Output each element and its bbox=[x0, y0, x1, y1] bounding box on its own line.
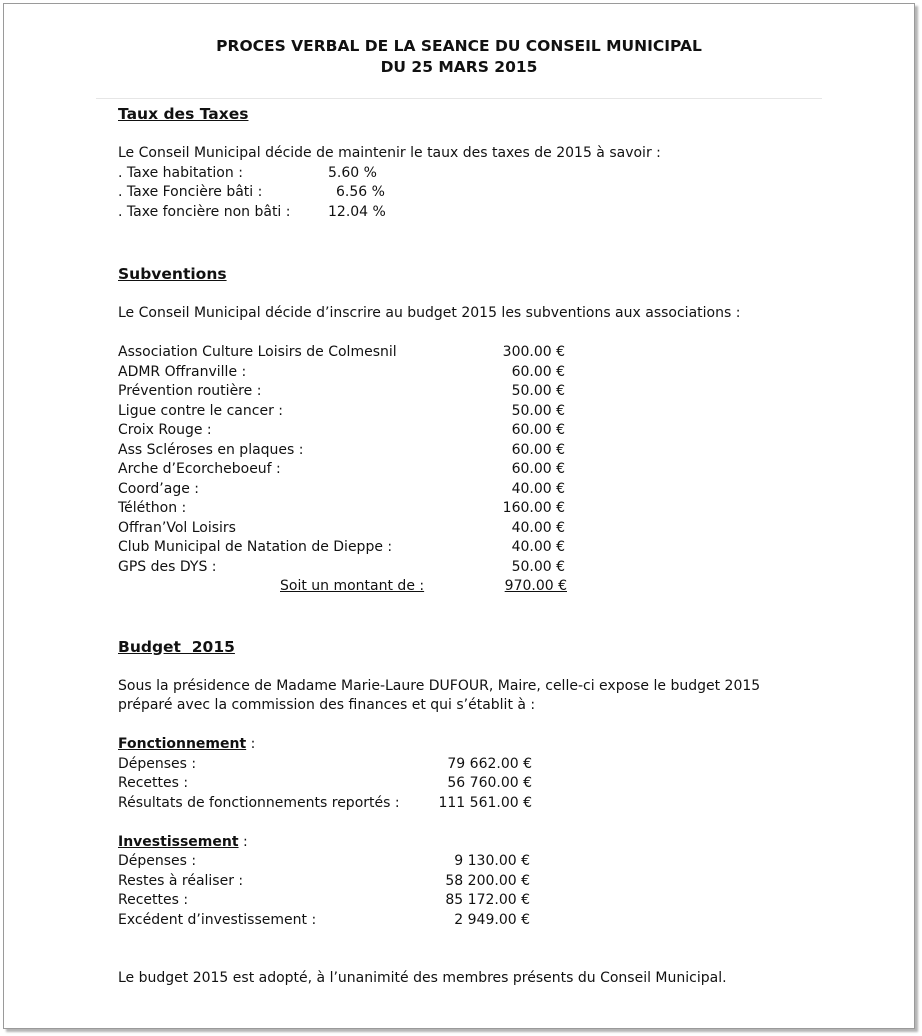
budget-label: Résultats de fonctionnements reportés : bbox=[118, 794, 400, 811]
subvention-row bbox=[118, 480, 818, 500]
document-body bbox=[118, 105, 818, 989]
subvention-label: Association Culture Loisirs de Colmesnil bbox=[118, 344, 397, 360]
budget-amount: 2 949.00 € bbox=[454, 911, 530, 928]
section-budget bbox=[118, 638, 818, 989]
budget-row bbox=[118, 872, 818, 892]
subvention-amount: 50.00 € bbox=[511, 558, 565, 575]
subvention-label: GPS des DYS : bbox=[118, 558, 217, 575]
document-header bbox=[4, 36, 914, 78]
investissement-heading bbox=[118, 833, 818, 853]
fonctionnement-heading bbox=[118, 735, 818, 755]
document-page bbox=[3, 3, 915, 1029]
tax-row bbox=[118, 164, 818, 184]
subvention-row bbox=[118, 402, 818, 422]
subvention-amount: 160.00 € bbox=[502, 500, 565, 516]
header-title-line2: DU 25 MARS 2015 bbox=[380, 58, 538, 76]
budget-amount: 9 130.00 € bbox=[454, 853, 530, 869]
subvention-row bbox=[118, 499, 818, 519]
tax-row bbox=[118, 203, 818, 223]
investissement-title: Investissement bbox=[118, 833, 239, 850]
tax-value: 5.60 % bbox=[328, 164, 377, 181]
subvention-label: Arche d’Ecorcheboeuf : bbox=[118, 461, 281, 477]
subvention-row bbox=[118, 421, 818, 441]
subvention-amount: 50.00 € bbox=[511, 402, 565, 419]
header-title-line1: PROCES VERBAL DE LA SEANCE DU CONSEIL MUNICIPAL bbox=[216, 37, 702, 55]
budget-amount: 111 561.00 € bbox=[438, 794, 532, 811]
tax-label: . Taxe Foncière bâti : bbox=[118, 184, 263, 200]
budget-row bbox=[118, 891, 818, 911]
subvention-label: Croix Rouge : bbox=[118, 422, 212, 438]
subvention-amount: 60.00 € bbox=[511, 461, 565, 477]
budget-label: Restes à réaliser : bbox=[118, 872, 244, 889]
section-title-subventions: Subventions bbox=[118, 265, 227, 283]
subvention-row bbox=[118, 382, 818, 402]
subvention-amount: 300.00 € bbox=[502, 344, 565, 360]
budget-row bbox=[118, 911, 818, 931]
subvention-row bbox=[118, 460, 818, 480]
subvention-row bbox=[118, 558, 818, 578]
budget-label: Dépenses : bbox=[118, 853, 197, 869]
header-divider bbox=[96, 98, 822, 99]
subvention-amount: 40.00 € bbox=[511, 480, 565, 497]
subvention-label: Offran’Vol Loisirs bbox=[118, 519, 236, 536]
subvention-label: Prévention routière : bbox=[118, 383, 262, 399]
subventions-intro: Le Conseil Municipal décide d’inscrire au budget 2015 les subventions aux associations : bbox=[118, 305, 741, 321]
subvention-amount: 60.00 € bbox=[511, 441, 565, 458]
budget-label: Dépenses : bbox=[118, 755, 197, 772]
investissement-suffix: : bbox=[238, 833, 248, 850]
subvention-amount: 60.00 € bbox=[511, 363, 565, 380]
subvention-label: Ligue contre le cancer : bbox=[118, 402, 283, 419]
section-subventions bbox=[118, 265, 818, 597]
subvention-row bbox=[118, 441, 818, 461]
fonctionnement-title: Fonctionnement bbox=[118, 736, 247, 752]
fonctionnement-suffix: : bbox=[246, 736, 256, 752]
subvention-amount: 40.00 € bbox=[511, 539, 565, 555]
budget-amount: 85 172.00 € bbox=[445, 892, 530, 908]
budget-label: Recettes : bbox=[118, 892, 189, 908]
subvention-label: Club Municipal de Natation de Dieppe : bbox=[118, 539, 393, 555]
subvention-row bbox=[118, 519, 818, 539]
budget-row bbox=[118, 755, 818, 775]
subvention-total-label: Soit un montant de : bbox=[280, 578, 425, 594]
section-taxes bbox=[118, 105, 818, 222]
budget-row bbox=[118, 852, 818, 872]
budget-amount: 58 200.00 € bbox=[445, 872, 530, 889]
subvention-amount: 50.00 € bbox=[511, 383, 565, 399]
taxes-intro: Le Conseil Municipal décide de maintenir le taux des taxes de 2015 à savoir : bbox=[118, 145, 661, 161]
tax-label: . Taxe habitation : bbox=[118, 164, 243, 181]
subvention-row bbox=[118, 363, 818, 383]
budget-label: Recettes : bbox=[118, 775, 189, 791]
subvention-label: ADMR Offranville : bbox=[118, 363, 247, 380]
subvention-amount: 40.00 € bbox=[511, 519, 565, 536]
subvention-row bbox=[118, 538, 818, 558]
budget-conclusion: Le budget 2015 est adopté, à l’unanimité des membres présents du Conseil Municipal. bbox=[118, 970, 727, 986]
section-title-budget: Budget 2015 bbox=[118, 637, 235, 656]
subvention-total-amount: 970.00 € bbox=[504, 578, 567, 594]
budget-amount: 79 662.00 € bbox=[447, 755, 532, 772]
subvention-label: Coord’age : bbox=[118, 480, 199, 497]
subvention-total-row bbox=[118, 577, 818, 597]
tax-row bbox=[118, 183, 818, 203]
budget-row bbox=[118, 774, 818, 794]
budget-intro-line2: préparé avec la commission des finances et qui s’établit à : bbox=[118, 697, 536, 713]
subvention-label: Téléthon : bbox=[118, 500, 187, 516]
section-title-taxes: Taux des Taxes bbox=[118, 105, 249, 123]
budget-row bbox=[118, 794, 818, 814]
tax-label: . Taxe foncière non bâti : bbox=[118, 203, 291, 220]
budget-amount: 56 760.00 € bbox=[447, 775, 532, 791]
subvention-amount: 60.00 € bbox=[511, 422, 565, 438]
subvention-row bbox=[118, 343, 818, 363]
tax-value: 12.04 % bbox=[328, 203, 386, 220]
budget-intro-line1: Sous la présidence de Madame Marie-Laure DUFOUR, Maire, celle-ci expose le budget 2015 bbox=[118, 677, 761, 694]
tax-value: 6.56 % bbox=[336, 184, 385, 200]
budget-label: Excédent d’investissement : bbox=[118, 911, 317, 928]
subvention-label: Ass Scléroses en plaques : bbox=[118, 441, 304, 458]
